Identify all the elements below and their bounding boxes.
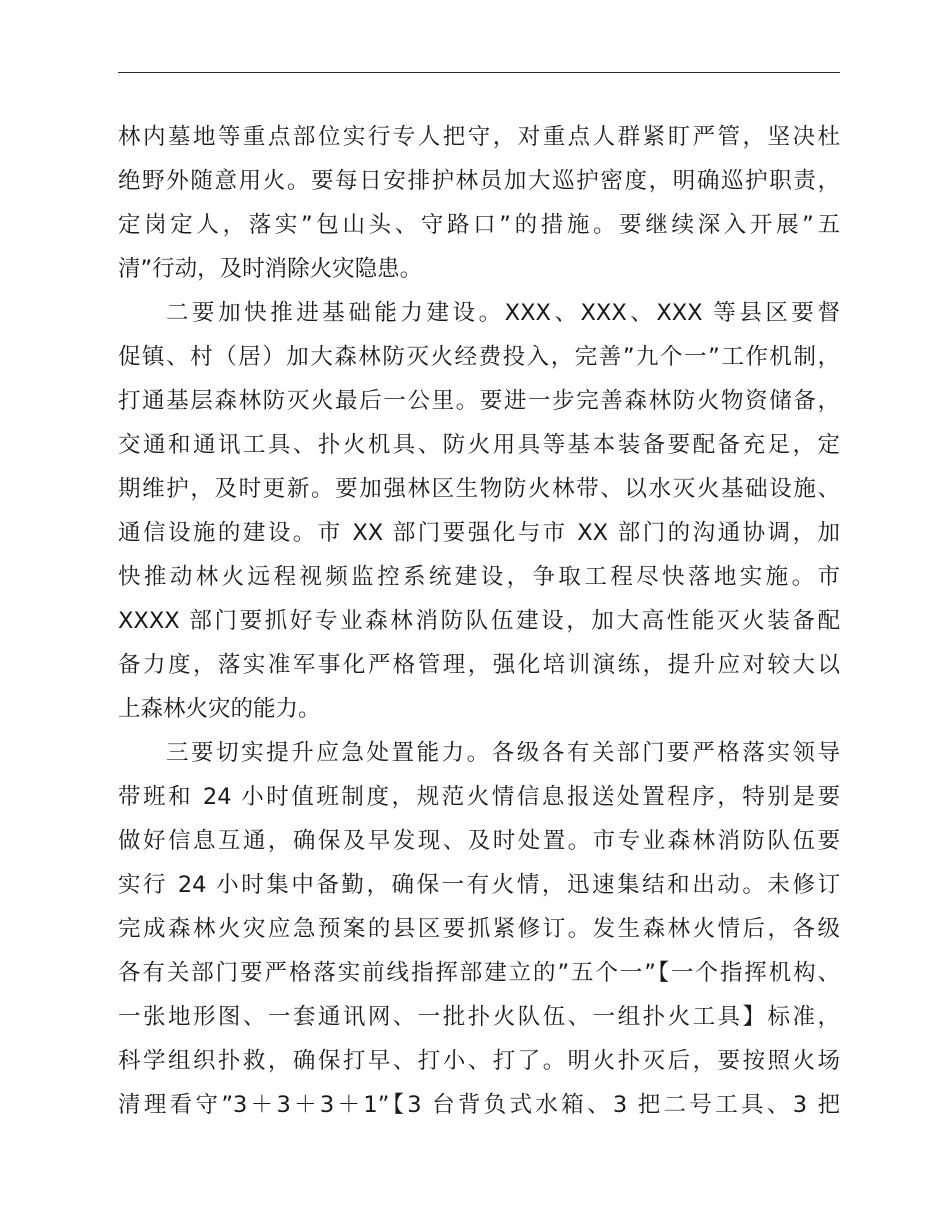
paragraph-start-line: 三要切实提升应急处置能力。各级各有关部门要严格落实领导 xyxy=(166,740,840,766)
text-line: 绝野外随意用火。要每日安排护林员加大巡护密度，明确巡护职责， xyxy=(118,168,840,194)
text-line: 快推动林火远程视频监控系统建设，争取工程尽快落地实施。市 xyxy=(118,564,840,590)
text-line: 林内墓地等重点部位实行专人把守，对重点人群紧盯严管，坚决杜 xyxy=(118,124,840,150)
text-line: 备力度，落实准军事化严格管理，强化培训演练，提升应对较大以 xyxy=(118,652,840,678)
text-line: 定岗定人，落实”包山头、守路口”的措施。要继续深入开展”五 xyxy=(118,212,840,238)
text-line: 通信设施的建设。市 XX 部门要强化与市 XX 部门的沟通协调，加 xyxy=(118,520,840,546)
header-rule xyxy=(118,72,840,73)
text-line: 科学组织扑救，确保打早、打小、打了。明火扑灭后，要按照火场 xyxy=(118,1048,840,1074)
text-line: 上森林火灾的能力。 xyxy=(118,696,321,722)
text-line: 清理看守”3＋3＋3＋1”【3 台背负式水箱、3 把二号工具、3 把 xyxy=(118,1092,840,1118)
text-line: 完成森林火灾应急预案的县区要抓紧修订。发生森林火情后，各级 xyxy=(118,916,840,942)
text-line: 带班和 24 小时值班制度，规范火情信息报送处置程序，特别是要 xyxy=(118,784,840,810)
paragraph-start-line: 二要加快推进基础能力建设。XXX、XXX、XXX 等县区要督 xyxy=(166,300,840,326)
text-line: XXXX 部门要抓好专业森林消防队伍建设，加大高性能灭火装备配 xyxy=(118,608,840,634)
text-line: 交通和通讯工具、扑火机具、防火用具等基本装备要配备充足，定 xyxy=(118,432,840,458)
text-line: 一张地形图、一套通讯网、一批扑火队伍、一组扑火工具】标准， xyxy=(118,1004,840,1030)
text-line: 期维护，及时更新。要加强林区生物防火林带、以水灭火基础设施、 xyxy=(118,476,840,502)
text-line: 促镇、村（居）加大森林防灭火经费投入，完善”九个一”工作机制， xyxy=(118,344,840,370)
text-line: 清”行动，及时消除火灾隐患。 xyxy=(118,256,423,282)
text-line: 打通基层森林防灭火最后一公里。要进一步完善森林防火物资储备， xyxy=(118,388,840,414)
text-line: 实行 24 小时集中备勤，确保一有火情，迅速集结和出动。未修订 xyxy=(118,872,840,898)
text-line: 各有关部门要严格落实前线指挥部建立的”五个一”【一个指挥机构、 xyxy=(118,960,840,986)
text-line: 做好信息互通，确保及早发现、及时处置。市专业森林消防队伍要 xyxy=(118,828,840,854)
